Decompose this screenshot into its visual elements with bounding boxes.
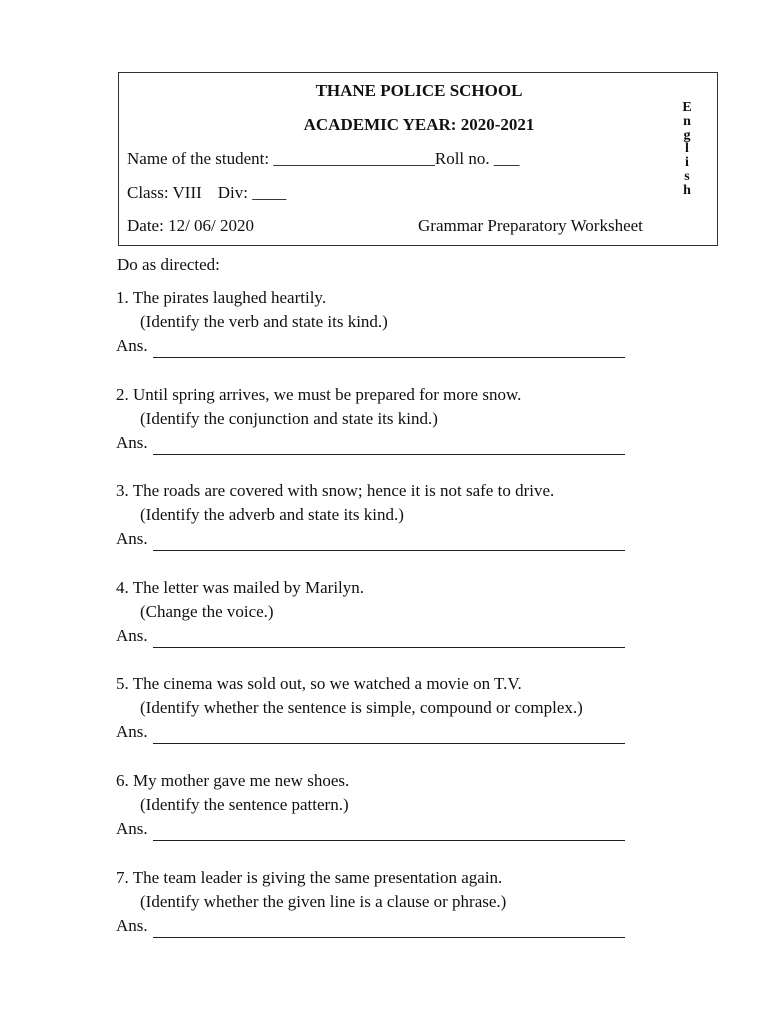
answer-label: Ans. [116, 432, 148, 452]
question-instruction: (Identify the verb and state its kind.) [140, 312, 388, 331]
subject-letter: i [685, 155, 689, 171]
answer-label: Ans. [116, 722, 148, 742]
date-label: Date: 12/ 06/ 2020 [127, 216, 255, 235]
question-instruction: (Identify the sentence pattern.) [140, 795, 349, 814]
class-field [127, 183, 286, 203]
answer-blank-line[interactable] [153, 821, 625, 841]
answer-blank-line[interactable] [153, 435, 625, 455]
student-name-field [127, 149, 519, 169]
answer-blank-line[interactable] [153, 338, 625, 358]
question-sentence: 5. The cinema was sold out, so we watched a movie on T.V. [116, 674, 522, 694]
subject-letter: h [683, 182, 691, 198]
question-sentence: 3. The roads are covered with snow; hence it is not safe to drive. [116, 481, 555, 501]
subject-letter: g [683, 127, 691, 143]
question-item [116, 769, 625, 841]
question-instruction: (Identify whether the given line is a clause or phrase.) [140, 891, 507, 911]
answer-blank-line[interactable] [153, 531, 625, 551]
question-item [116, 479, 625, 551]
answer-label: Ans. [116, 529, 148, 549]
question-instruction: (Identify the adverb and state its kind.) [140, 505, 404, 525]
worksheet-header [118, 72, 718, 246]
question-item [116, 866, 625, 938]
question-sentence: 4. The letter was mailed by Marilyn. [116, 577, 365, 597]
worksheet-type-label: Grammar Preparatory Worksheet [418, 216, 643, 235]
question-sentence: 6. My mother gave me new shoes. [116, 771, 350, 790]
answer-label: Ans. [116, 819, 148, 838]
answer-row [116, 431, 625, 455]
academic-year: ACADEMIC YEAR: 2020-2021 [303, 115, 535, 134]
question-instruction: (Change the voice.) [140, 601, 274, 621]
question-item [116, 286, 625, 358]
division-label: Div: ____ [217, 183, 287, 202]
answer-blank-line[interactable] [153, 628, 625, 648]
question-sentence: 2. Until spring arrives, we must be prepared for more snow. [116, 384, 522, 404]
answer-row [116, 527, 625, 551]
answer-row [116, 720, 625, 744]
subject-letter: l [685, 141, 689, 157]
answer-blank-line[interactable] [153, 918, 625, 938]
question-sentence: 7. The team leader is giving the same presentation again. [116, 867, 503, 887]
question-item [116, 383, 625, 455]
answer-label: Ans. [116, 625, 148, 645]
student-name-label: Name of the student: ___________________ [127, 149, 435, 168]
answer-row [116, 914, 625, 938]
answer-label: Ans. [116, 336, 148, 355]
answer-blank-line[interactable] [153, 724, 625, 744]
question-item [116, 672, 625, 744]
question-item [116, 576, 625, 648]
roll-number-label: Roll no. ___ [434, 149, 520, 168]
subject-letter: s [684, 168, 690, 184]
answer-label: Ans. [116, 915, 148, 935]
answer-row [116, 624, 625, 648]
answer-row [116, 334, 625, 358]
question-instruction: (Identify whether the sentence is simple, compound or complex.) [140, 698, 583, 718]
question-sentence: 1. The pirates laughed heartily. [116, 288, 327, 307]
question-instruction: (Identify the conjunction and state its kind.) [140, 408, 438, 428]
subject-letter: E [682, 100, 692, 115]
answer-row [116, 817, 625, 841]
class-label: Class: VIII [127, 183, 202, 202]
school-name: THANE POLICE SCHOOL [315, 81, 523, 100]
subject-letter: n [683, 113, 691, 129]
directive-text: Do as directed: [117, 255, 220, 274]
subject-label-vertical [679, 101, 695, 198]
